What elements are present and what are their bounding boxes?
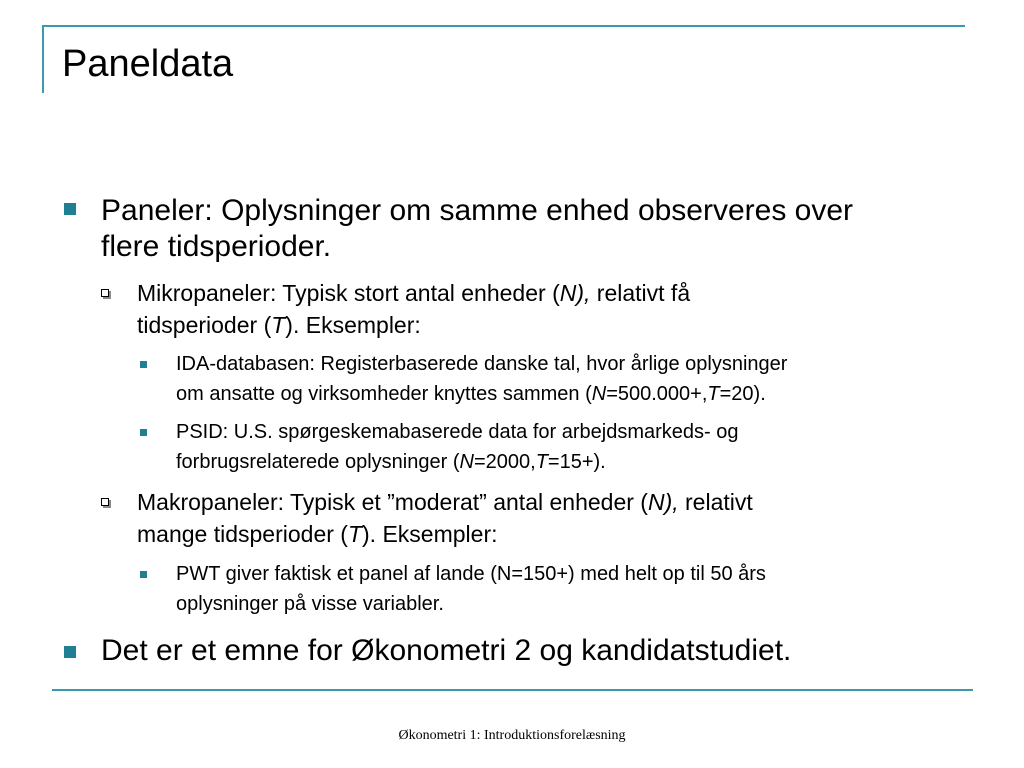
square-bullet-icon <box>64 203 76 215</box>
text-segment: ). Eksempler: <box>285 312 421 338</box>
text-segment: Mikropaneler: Typisk stort antal enheder ( <box>137 280 560 306</box>
bullet-pwt-line1: PWT giver faktisk et panel af lande (N=150+) med helt op til 50 års <box>176 563 766 585</box>
square-bullet-icon <box>64 646 76 658</box>
text-segment: =500.000+, <box>606 383 708 405</box>
text-segment: om ansatte og virksomheder knyttes sammen ( <box>176 383 592 405</box>
text-segment: relativt <box>678 489 753 515</box>
var-t: T <box>271 312 286 338</box>
footer-rule <box>52 689 973 691</box>
hollow-square-bullet-icon <box>101 289 109 297</box>
bullet-mikropaneler-line1 <box>137 277 690 309</box>
text-segment: ). Eksempler: <box>362 521 498 547</box>
title-top-rule <box>42 25 965 27</box>
var-t: T <box>347 521 363 547</box>
text-segment: =20). <box>719 383 766 405</box>
var-t: T <box>707 383 720 405</box>
text-segment: relativt få <box>590 280 691 306</box>
var-n: N <box>591 383 607 405</box>
text-segment: mange tidsperioder ( <box>137 521 348 547</box>
text-segment: tidsperioder ( <box>137 312 272 338</box>
hollow-square-bullet-icon <box>101 498 109 506</box>
var-n: N), <box>559 280 591 306</box>
text-segment: =2000, <box>473 451 536 473</box>
text-segment: =15+). <box>547 451 606 473</box>
bullet-makropaneler-line2 <box>137 518 498 550</box>
var-t: T <box>535 451 548 473</box>
slide-footer: Økonometri 1: Introduktionsforelæsning <box>398 728 626 743</box>
bullet-makropaneler-line1 <box>137 486 753 518</box>
text-segment: Makropaneler: Typisk et ”moderat” antal enheder ( <box>137 489 648 515</box>
bullet-ida-line2 <box>176 379 766 409</box>
bullet-paneler-line1: Paneler: Oplysninger om samme enhed observeres over <box>101 194 854 227</box>
small-square-bullet-icon <box>140 429 147 436</box>
bullet-pwt-line2: oplysninger på visse variabler. <box>176 593 444 615</box>
bullet-paneler-line2: flere tidsperioder. <box>101 230 332 263</box>
var-n: N), <box>647 489 679 515</box>
var-n: N <box>459 451 474 473</box>
bullet-ida-line1: IDA-databasen: Registerbaserede danske tal, hvor årlige oplysninger <box>176 353 788 375</box>
slide-title: Paneldata <box>62 43 234 85</box>
bullet-mikropaneler-line2 <box>137 309 421 341</box>
bullet-psid-line1: PSID: U.S. spørgeskemabaserede data for arbejdsmarkeds- og <box>176 421 739 443</box>
text-segment: forbrugsrelaterede oplysninger ( <box>176 451 460 473</box>
bullet-psid-line2 <box>176 447 606 477</box>
bullet-emne-line1: Det er et emne for Økonometri 2 og kandidatstudiet. <box>101 634 792 667</box>
small-square-bullet-icon <box>140 361 147 368</box>
title-left-rule <box>42 25 44 93</box>
small-square-bullet-icon <box>140 571 147 578</box>
